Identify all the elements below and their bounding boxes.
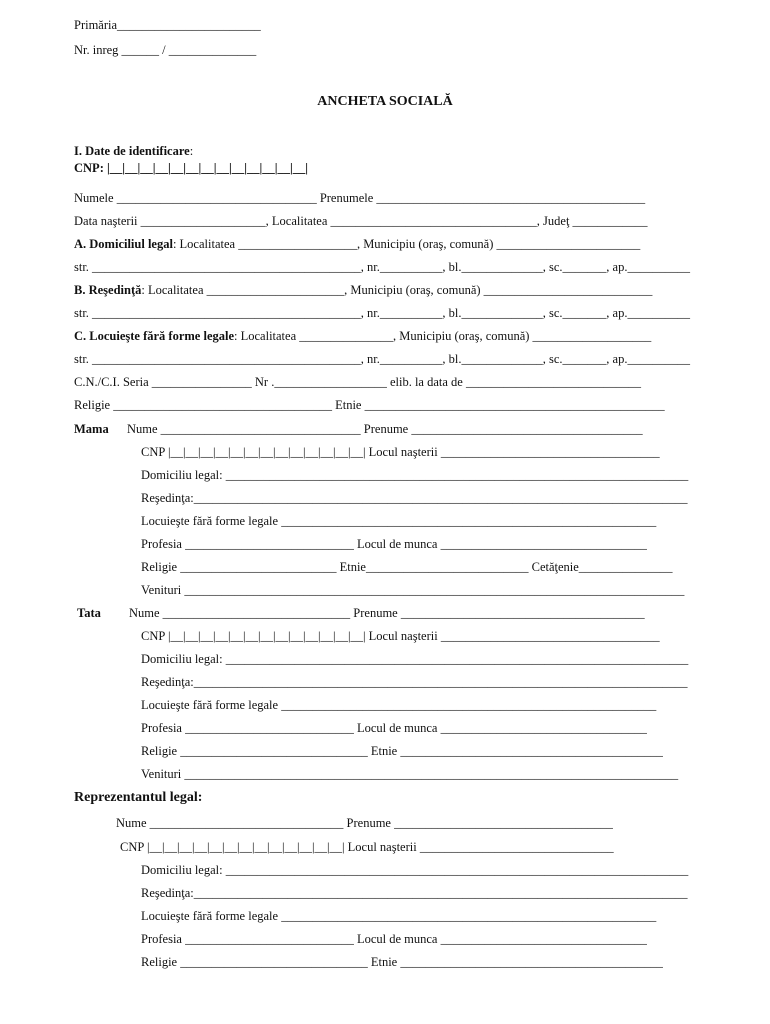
- tata-religie-line: Religie ______________________________ Etnie __________________________________________: [141, 744, 663, 758]
- section-identification-label: I. Date de identificare: [74, 144, 190, 158]
- mama-resedinta-line: Reşedinţa:_______________________________________________________________________________: [141, 491, 688, 505]
- reprezentant-domiciliu-line: Domiciliu legal: __________________________________________________________________________: [141, 863, 689, 877]
- registration-number-field: Nr. inreg ______ / ______________: [74, 43, 257, 57]
- section-identification-colon: :: [189, 144, 194, 158]
- tata-fara-forme-line: Locuieşte fără forme legale ____________________________________________________________: [141, 698, 657, 712]
- mama-religie-line: Religie _________________________ Etnie__________________________ Cetăţenie_______________: [141, 560, 673, 574]
- domiciliu-legal-line: [74, 236, 640, 252]
- fara-forme-rest: : Localitatea _______________, Municipiu (oraş, comună) ___________________: [234, 329, 652, 343]
- tata-resedinta-line: Reşedinţa:_______________________________________________________________________________: [141, 675, 688, 689]
- primaria-field: Primăria_______________________: [74, 18, 261, 32]
- tata-venituri-line: Venituri _______________________________________________________________________________: [141, 767, 679, 781]
- reprezentant-nume-line: Nume _______________________________ Prenume ___________________________________: [116, 816, 613, 830]
- mama-label: Mama: [74, 422, 109, 436]
- religie-etnie-line: Religie ___________________________________ Etnie ________________________________________________: [74, 398, 665, 412]
- reprezentant-cnp-line: CNP |__|__|__|__|__|__|__|__|__|__|__|__|__| Locul naşterii _______________________________: [120, 840, 614, 854]
- domiciliu-legal-rest: : Localitatea ___________________, Municipiu (oraş, comună) _______________________: [172, 237, 641, 251]
- data-nasterii-line: Data naşterii ____________________, Localitatea _________________________________, Judeţ ____________: [74, 214, 648, 228]
- domiciliu-street-line: str. ___________________________________________, nr.__________, bl._____________, sc._______, ap.__________: [74, 260, 690, 274]
- reprezentant-resedinta-line: Reşedinţa:_______________________________________________________________________________: [141, 886, 688, 900]
- section-identification-heading: [74, 143, 193, 159]
- reprezentant-fara-forme-line: Locuieşte fără forme legale ____________________________________________________________: [141, 909, 657, 923]
- resedinta-label: B. Reşedinţă: [74, 283, 142, 297]
- mama-cnp-line: CNP |__|__|__|__|__|__|__|__|__|__|__|__|__| Locul naşterii ___________________________________: [141, 445, 660, 459]
- resedinta-street-line: str. ___________________________________________, nr.__________, bl._____________, sc._______, ap.__________: [74, 306, 690, 320]
- domiciliu-legal-label: A. Domiciliul legal: [74, 237, 173, 251]
- page-title: ANCHETA SOCIALĂ: [317, 94, 453, 109]
- reprezentant-heading: Reprezentantul legal:: [74, 790, 203, 805]
- cnp-boxes: CNP: |__|__|__|__|__|__|__|__|__|__|__|__|__|: [74, 161, 309, 175]
- tata-label: Tata: [77, 606, 101, 620]
- mama-profesia-line: Profesia ___________________________ Locul de munca _________________________________: [141, 537, 647, 551]
- numele-line: Numele ________________________________ Prenumele ___________________________________________: [74, 191, 646, 205]
- reprezentant-profesia-line: Profesia ___________________________ Locul de munca _________________________________: [141, 932, 647, 946]
- mama-fara-forme-line: Locuieşte fără forme legale ____________________________________________________________: [141, 514, 657, 528]
- mama-nume-line: Nume ________________________________ Prenume _____________________________________: [127, 422, 643, 436]
- mama-domiciliu-line: Domiciliu legal: __________________________________________________________________________: [141, 468, 689, 482]
- tata-cnp-line: CNP |__|__|__|__|__|__|__|__|__|__|__|__|__| Locul naşterii ___________________________________: [141, 629, 660, 643]
- mama-venituri-line: Venituri ________________________________________________________________________________: [141, 583, 685, 597]
- resedinta-line: [74, 282, 652, 298]
- fara-forme-street-line: str. ___________________________________________, nr.__________, bl._____________, sc._______, ap.__________: [74, 352, 690, 366]
- tata-nume-line: Nume ______________________________ Prenume _______________________________________: [129, 606, 645, 620]
- fara-forme-line: [74, 328, 651, 344]
- tata-profesia-line: Profesia ___________________________ Locul de munca _________________________________: [141, 721, 647, 735]
- identity-card-line: C.N./C.I. Seria ________________ Nr .__________________ elib. la data de ____________________________: [74, 375, 641, 389]
- fara-forme-label: C. Locuieşte fără forme legale: [74, 329, 235, 343]
- resedinta-rest: : Localitatea ______________________, Municipiu (oraş, comună) ___________________________: [141, 283, 653, 297]
- tata-domiciliu-line: Domiciliu legal: __________________________________________________________________________: [141, 652, 689, 666]
- reprezentant-religie-line: Religie ______________________________ Etnie __________________________________________: [141, 955, 663, 969]
